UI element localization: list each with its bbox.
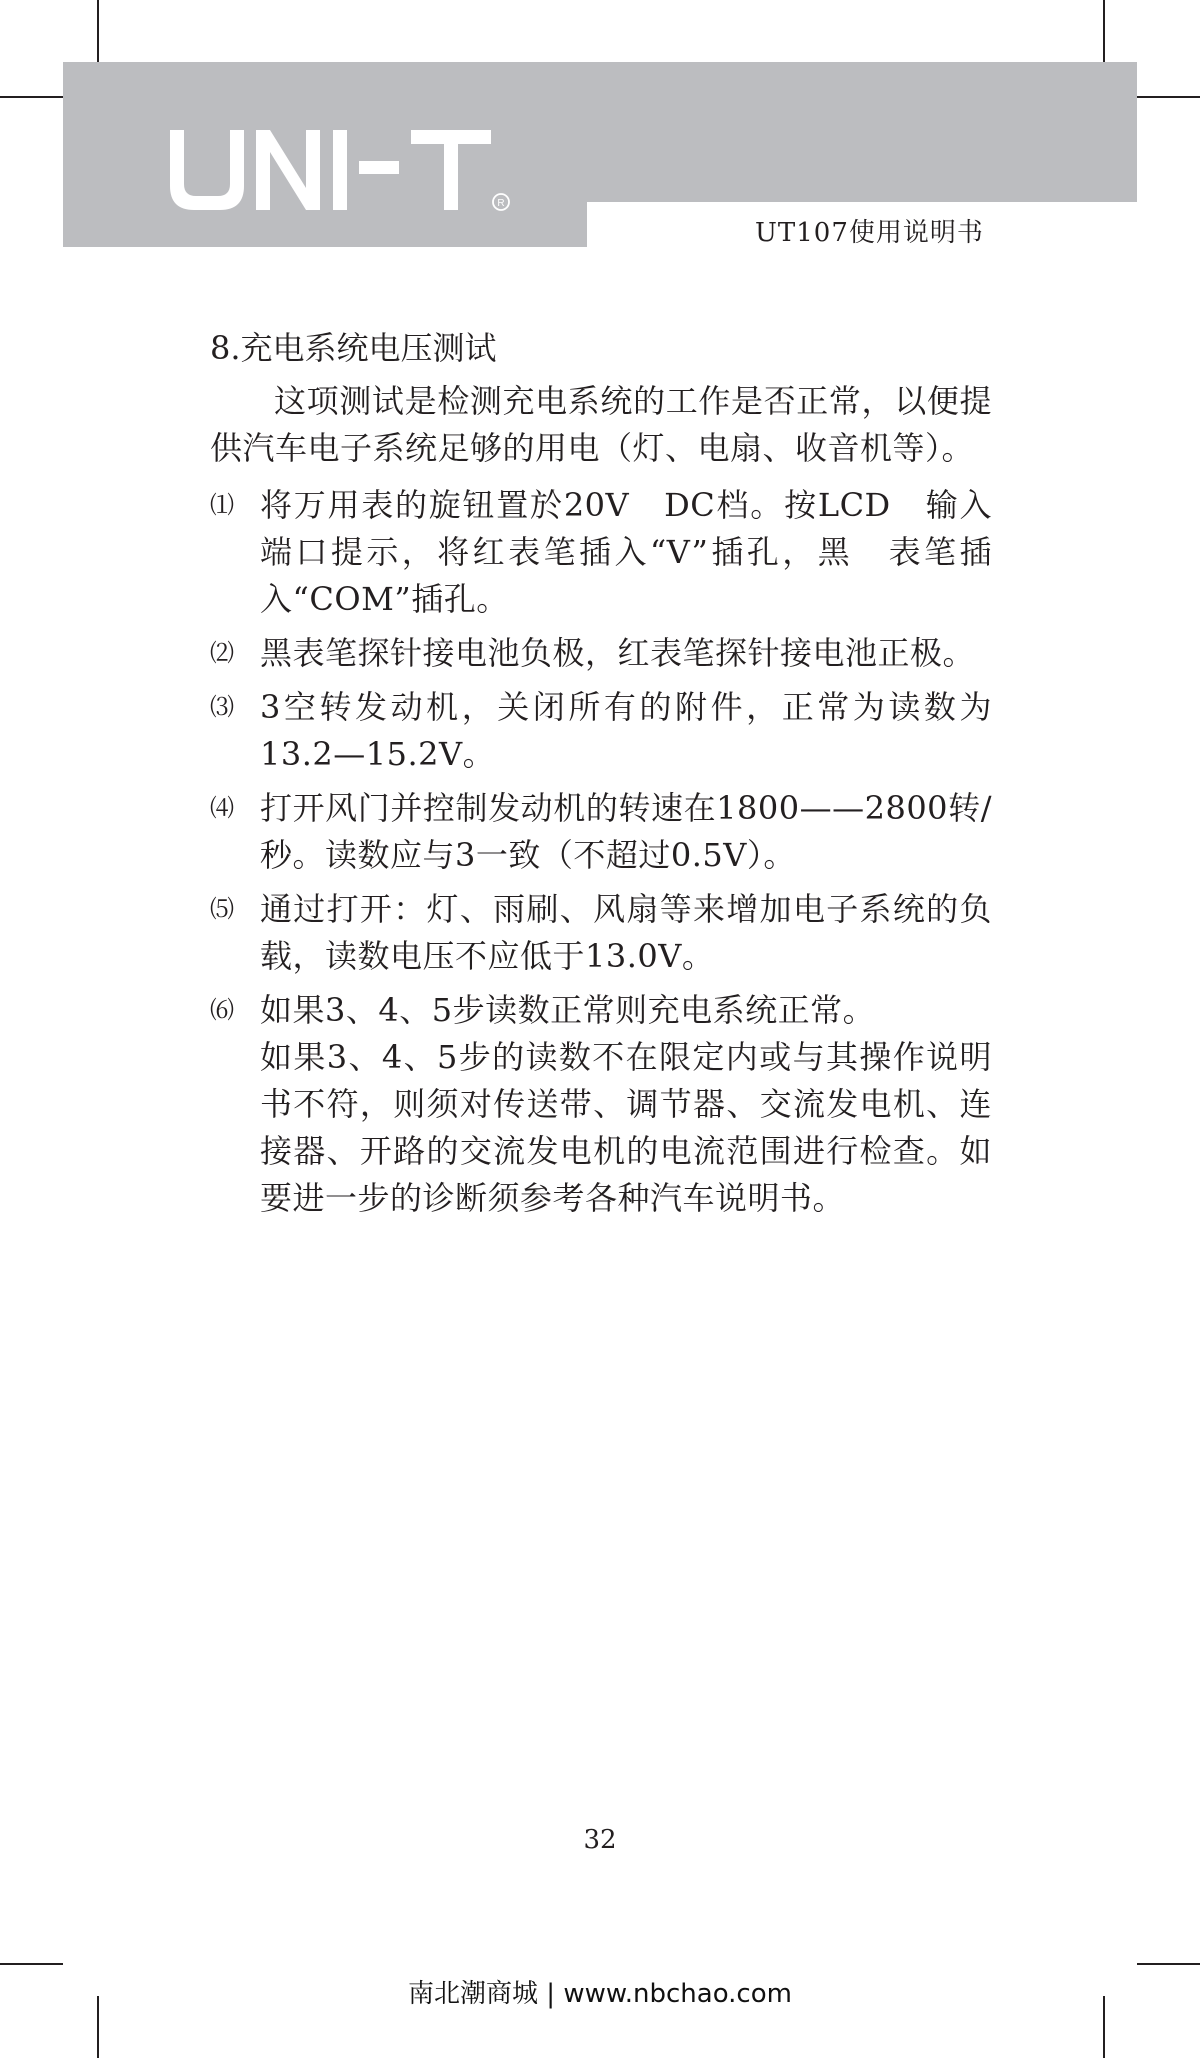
crop-mark bbox=[97, 0, 99, 62]
step-item bbox=[210, 684, 992, 778]
document-body bbox=[210, 325, 992, 1222]
step-text: 3空转发动机，关闭所有的附件，正常为读数为13.2—15.2V。 bbox=[260, 688, 992, 773]
manual-title: UT107使用说明书 bbox=[755, 218, 984, 248]
step-number: ⑷ bbox=[210, 794, 235, 822]
crop-mark bbox=[1137, 1963, 1200, 1965]
step-text: 如果3、4、5步读数正常则充电系统正常。 bbox=[260, 991, 876, 1029]
step-text: 将万用表的旋钮置於20V DC档。按LCD 输入端口提示，将红表笔插入“V”插孔，黑 表笔插入“COM”插孔。 bbox=[260, 486, 992, 618]
step-item bbox=[210, 987, 992, 1034]
step-item bbox=[210, 785, 992, 879]
step-number: ⑴ bbox=[210, 491, 235, 519]
intro-paragraph: 这项测试是检测充电系统的工作是否正常，以便提供汽车电子系统足够的用电（灯、电扇、收音机等）。 bbox=[210, 382, 992, 467]
step-number: ⑹ bbox=[210, 996, 235, 1024]
step-number: ⑸ bbox=[210, 895, 235, 923]
step-item bbox=[210, 630, 992, 677]
step-text: 通过打开：灯、雨刷、风扇等来增加电子系统的负载，读数电压不应低于13.0V。 bbox=[260, 890, 992, 975]
step-text: 打开风门并控制发动机的转速在1800——2800转/秒。读数应与3一致（不超过0.5V）。 bbox=[260, 789, 992, 874]
step-text: 黑表笔探针接电池负极，红表笔探针接电池正极。 bbox=[260, 634, 976, 672]
uni-t-logo bbox=[170, 130, 510, 214]
svg-text:R: R bbox=[497, 198, 505, 209]
step-number: ⑶ bbox=[210, 693, 235, 721]
crop-mark bbox=[1103, 0, 1105, 62]
footer-site-text: 南北潮商城 | www.nbchao.com bbox=[408, 1979, 792, 2009]
crop-mark bbox=[0, 1963, 63, 1965]
step-item bbox=[210, 886, 992, 980]
continuation-paragraph: 如果3、4、5步的读数不在限定内或与其操作说明书不符，则须对传送带、调节器、交流发电机、连接器、开路的交流发电机的电流范围进行检查。如要进一步的诊断须参考各种汽车说明书。 bbox=[260, 1038, 992, 1217]
step-item bbox=[210, 482, 992, 623]
section-title: 8.充电系统电压测试 bbox=[210, 329, 497, 367]
crop-mark bbox=[0, 96, 63, 98]
crop-mark bbox=[1137, 96, 1200, 98]
page-number: 32 bbox=[583, 1825, 617, 1855]
step-number: ⑵ bbox=[210, 639, 235, 667]
